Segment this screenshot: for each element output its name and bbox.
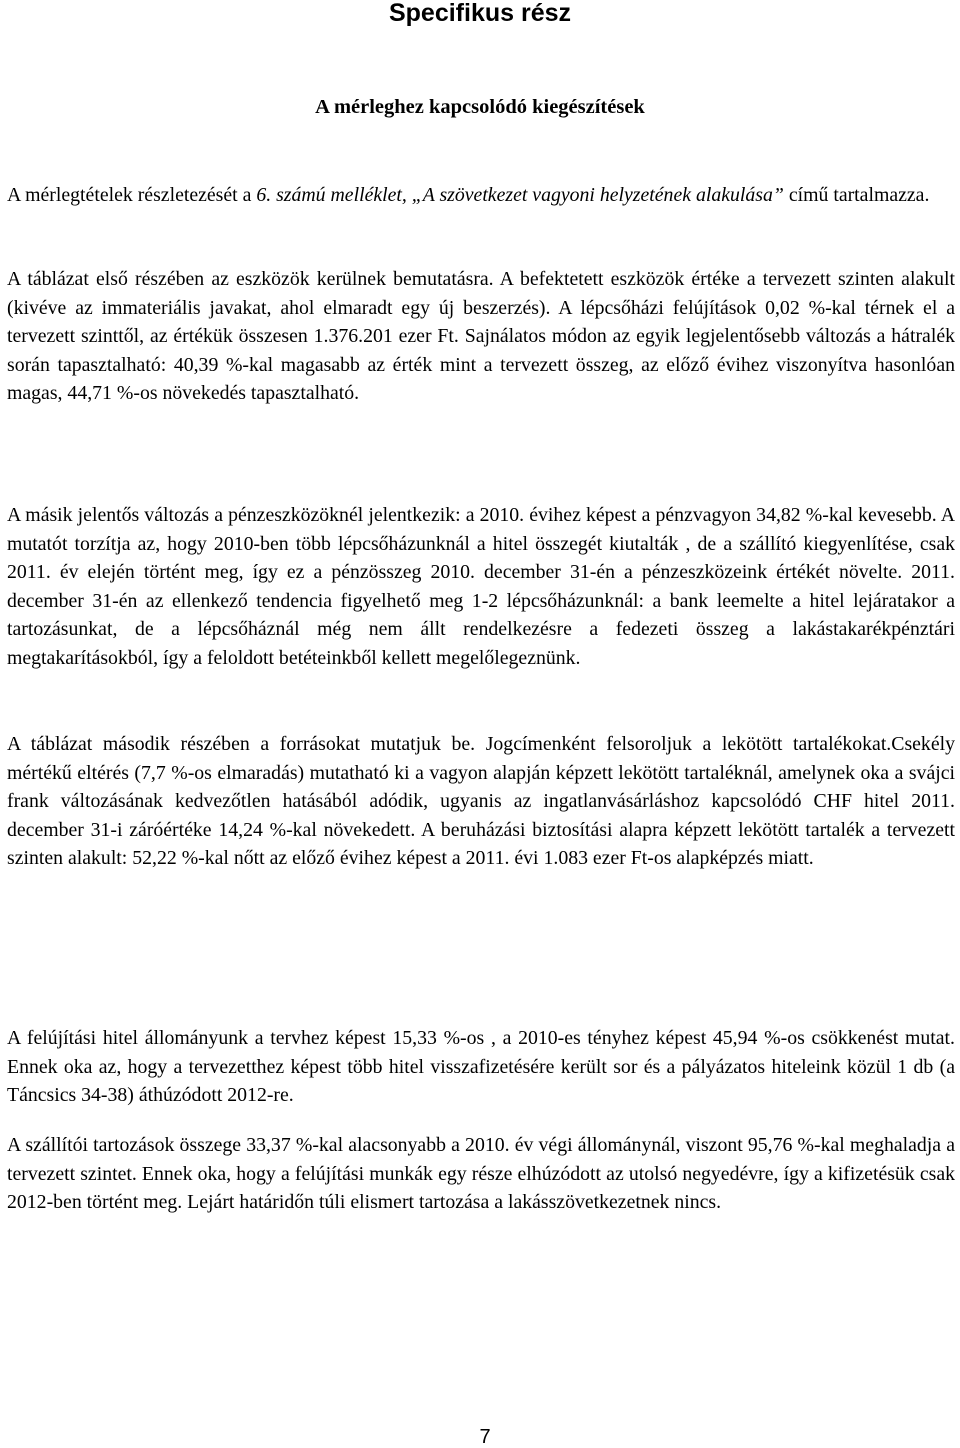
intro-paragraph: [7, 181, 955, 210]
assets-paragraph: A táblázat első részében az eszközök kerülnek bemutatásra. A befektetett eszközök értéke a tervezett szinten alakult (kivéve az immateriális javakat, ahol elmaradt egy új beszerzés). A lépcsőházi felújítások 0,02 %-kal térnek el a tervezett szinttől, az értékük összesen 1.376.201 ezer Ft. Sajnálatos módon az egyik legjelentősebb változás a hátralék során tapasztalható: 40,39 %-kal magasabb az érték mint a tervezett összeg, az előző évihez viszonyítva hasonlóan magas, 44,71 %-os növekedés tapasztalható.: [7, 268, 955, 404]
intro-text-after: című tartalmazza.: [783, 184, 930, 206]
cash-paragraph: A másik jelentős változás a pénzeszközöknél jelentkezik: a 2010. évihez képest a pénzvagyon 34,82 %-kal kevesebb. A mutatót torzítja az, hogy 2010-ben több lépcsőházunknál a hitel összegét kiutalták , de a szállító kiegyenlítése, csak 2011. év elején történt meg, így ez a pénzösszeg 2010. december 31-én a pénzeszközeink értékét növelte. 2011. december 31-én az ellenkező tendencia figyelhető meg 1-2 lépcsőházunknál: a bank leemelte a hitel lejáratakor a tartozásunkat, de a lépcsőháznál még nem állt rendelkezésre a fedezeti összeg a lakástakarékpénztári megtakarításokból, így a feloldott betéteinkből kellett megelőlegeznünk.: [7, 504, 955, 669]
loan-paragraph: A felújítási hitel állományunk a tervhez képest 15,33 %-os , a 2010-es tényhez képest 45,94 %-os csökkenést mutat. Ennek oka az, hogy a tervezetthez képest több hitel visszafizetésére került sor és a pályázatos hiteleink közül 1 db (a Táncsics 34-38) áthúzódott 2012-re.: [7, 1027, 955, 1106]
page-title: Specifikus rész: [388, 0, 572, 27]
supplier-paragraph: A szállítói tartozások összege 33,37 %-kal alacsonyabb a 2010. év végi állománynál, viszont 95,76 %-kal meghaladja a tervezett szintet. Ennek oka, hogy a felújítási munkák egy része elhúzódott az utolsó negyedévre, így a kifizetésük csak 2012-ben történt meg. Lejárt határidőn túli elismert tartozása a lakásszövetkezetnek nincs.: [7, 1134, 955, 1213]
sources-paragraph: A táblázat második részében a forrásokat mutatjuk be. Jogcímenként felsoroljuk a lekötött tartalékokat.Csekély mértékű eltérés (7,7 %-os elmaradás) mutatható ki a vagyon alapján képzett lekötött tartaléknál, amelynek oka a svájci frank változásának kedvezőtlen hatásából adódik, ugyanis az ingatlanvásárláshoz kapcsolódó CHF hitel 2011. december 31-i záróértéke 14,24 %-kal növekedett. A beruházási biztosítási alapra képzett lekötött tartalék a tervezett szinten alakult: 52,22 %-kal nőtt az előző évihez képest a 2011. évi 1.083 ezer Ft-os alapképzés miatt.: [7, 733, 955, 869]
page-number: 7: [479, 1426, 491, 1448]
annex-reference: 6. számú melléklet, „A szövetkezet vagyoni helyzetének alakulása”: [256, 184, 784, 206]
intro-text-before: A mérlegtételek részletezését a: [7, 184, 257, 206]
section-heading: A mérleghez kapcsolódó kiegészítések: [315, 96, 645, 118]
